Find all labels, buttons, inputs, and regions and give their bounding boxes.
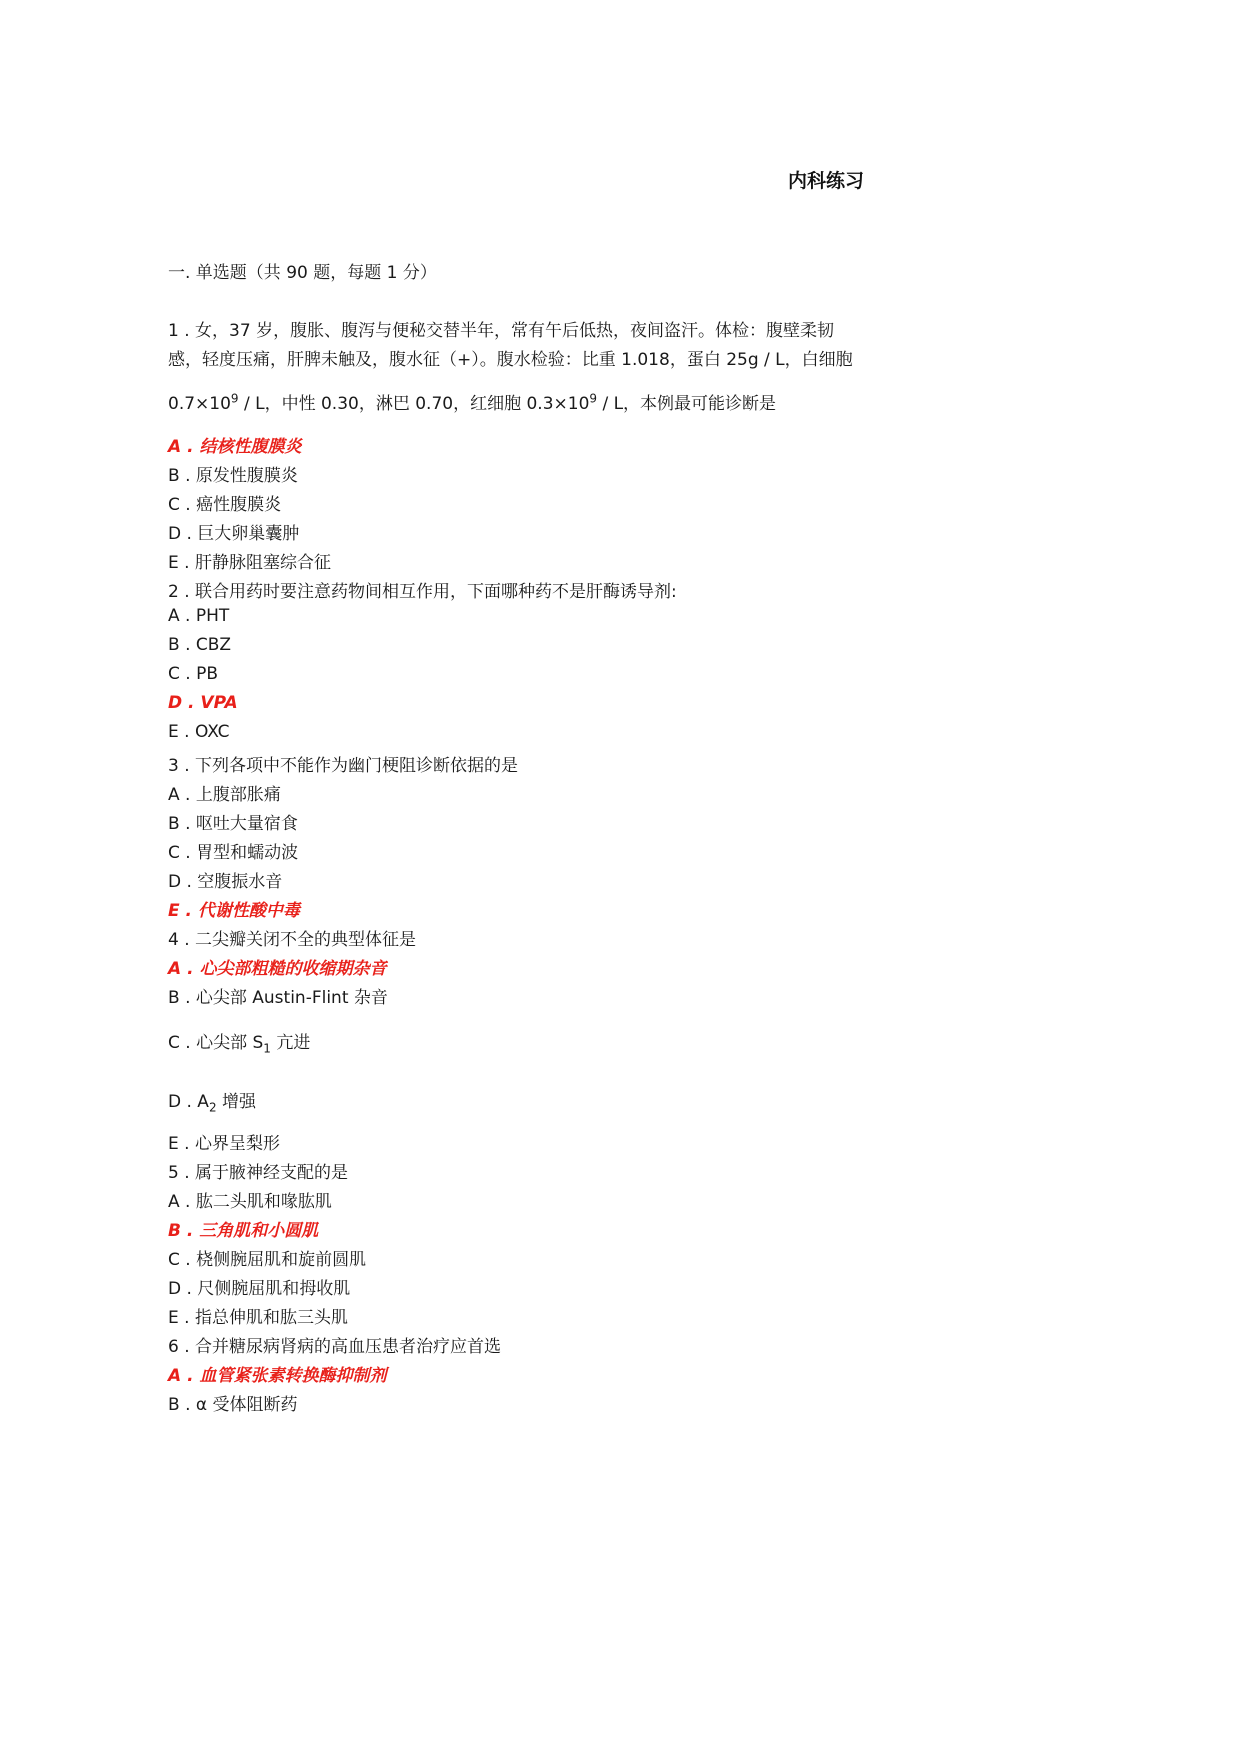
question-2-option-e: E . OXC [168, 722, 230, 742]
question-5-option-b-correct: B . 三角肌和小圆肌 [168, 1221, 319, 1241]
question-2-option-d-correct: D . VPA [168, 693, 238, 713]
question-5-option-e: E . 指总伸肌和肱三头肌 [168, 1308, 348, 1328]
subscript: 2 [208, 1100, 217, 1115]
section-heading: 一. 单选题（共 90 题，每题 1 分） [168, 263, 437, 283]
question-1-stem-line-3 [168, 389, 776, 414]
page-title: 内科练习 [788, 170, 865, 192]
question-1-stem-line-1: 1 . 女，37 岁，腹胀、腹泻与便秘交替半年，常有午后低热，夜间盗汗。体检：腹壁柔韧 [168, 321, 835, 341]
question-4-option-d [168, 1087, 256, 1114]
question-5-option-d: D . 尺侧腕屈肌和拇收肌 [168, 1279, 351, 1299]
question-1-option-a-correct: A . 结核性腹膜炎 [168, 437, 302, 457]
question-4-stem: 4 . 二尖瓣关闭不全的典型体征是 [168, 930, 417, 950]
question-5-stem: 5 . 属于腋神经支配的是 [168, 1163, 349, 1183]
option-text: 亢进 [270, 1033, 311, 1053]
question-4-option-c [168, 1028, 310, 1055]
question-4-option-b: B . 心尖部 Austin-Flint 杂音 [168, 988, 388, 1008]
question-5-option-a: A . 肱二头肌和喙肱肌 [168, 1192, 332, 1212]
stem-text: / L，中性 0.30，淋巴 0.70，红细胞 0.3×10 [238, 394, 590, 414]
question-4-option-e: E . 心界呈梨形 [168, 1134, 280, 1154]
question-2-option-c: C . PB [168, 664, 218, 684]
question-1-stem-line-2: 感，轻度压痛，肝脾未触及，腹水征（+）。腹水检验：比重 1.018，蛋白 25g / L，白细胞 [168, 350, 853, 370]
question-3-option-d: D . 空腹振水音 [168, 872, 283, 892]
question-1-option-e: E . 肝静脉阻塞综合征 [168, 553, 331, 573]
question-3-stem: 3 . 下列各项中不能作为幽门梗阻诊断依据的是 [168, 756, 519, 776]
question-2-option-b: B . CBZ [168, 635, 232, 655]
question-3-option-e-correct: E . 代谢性酸中毒 [168, 901, 300, 921]
question-2-stem: 2 . 联合用药时要注意药物间相互作用，下面哪种药不是肝酶诱导剂: [168, 582, 677, 602]
option-text: 增强 [216, 1092, 256, 1112]
question-6-option-a-correct: A . 血管紧张素转换酶抑制剂 [168, 1366, 387, 1386]
exponent: 9 [589, 391, 598, 406]
exponent: 9 [230, 391, 239, 406]
question-3-option-c: C . 胃型和蠕动波 [168, 843, 299, 863]
question-4-option-a-correct: A . 心尖部粗糙的收缩期杂音 [168, 959, 387, 979]
option-text: C . 心尖部 S [168, 1033, 264, 1053]
question-3-option-a: A . 上腹部胀痛 [168, 785, 281, 805]
question-6-option-b: B . α 受体阻断药 [168, 1395, 298, 1415]
question-2-option-a: A . PHT [168, 606, 230, 626]
wbc-value: 0.7×10 [168, 394, 231, 414]
question-5-option-c: C . 桡侧腕屈肌和旋前圆肌 [168, 1250, 367, 1270]
question-6-stem: 6 . 合并糖尿病肾病的高血压患者治疗应首选 [168, 1337, 502, 1357]
question-1-option-b: B . 原发性腹膜炎 [168, 466, 298, 486]
question-1-option-d: D . 巨大卵巢囊肿 [168, 524, 300, 544]
question-1-option-c: C . 癌性腹膜炎 [168, 495, 282, 515]
subscript: 1 [263, 1041, 271, 1056]
question-3-option-b: B . 呕吐大量宿食 [168, 814, 298, 834]
stem-text: / L，本例最可能诊断是 [597, 394, 777, 414]
option-text: D . A [168, 1092, 209, 1112]
